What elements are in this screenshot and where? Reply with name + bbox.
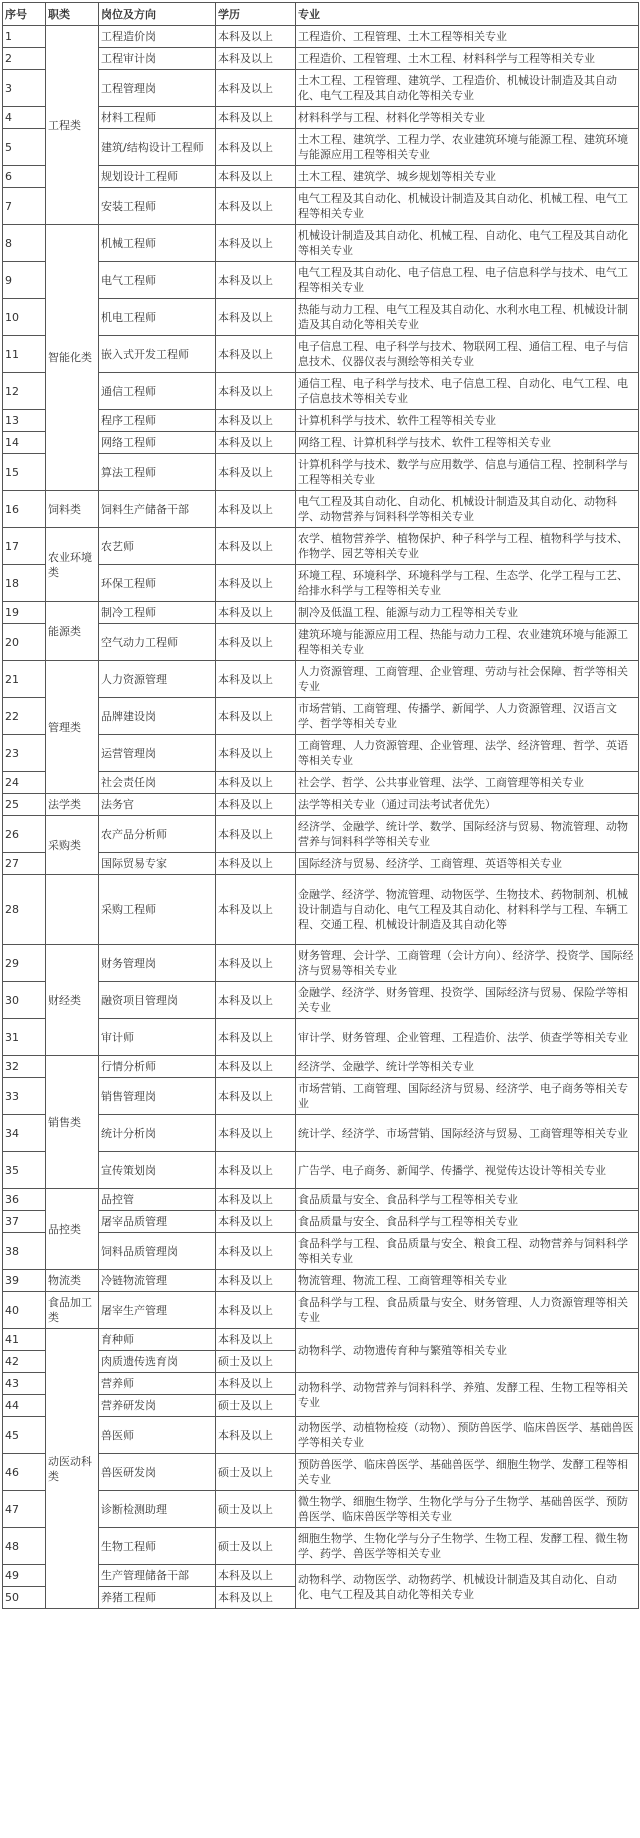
row-number: 45 [3,1417,46,1454]
major-cell: 金融学、经济学、物流管理、动物医学、生物技术、药物制剂、机械设计制造与自动化、电气工程及其自动化、材料科学与工程、车辆工程、交通工程、机械设计制造及其自动化等 [296,875,639,945]
major-cell: 工程造价、工程管理、土木工程、材料科学与工程等相关专业 [296,48,639,70]
major-cell: 物流管理、物流工程、工商管理等相关专业 [296,1270,639,1292]
table-row [3,528,639,565]
table-row [3,853,639,875]
category-cell: 物流类 [46,1270,99,1292]
table-row [3,410,639,432]
header-position: 岗位及方向 [99,3,216,26]
row-number: 46 [3,1454,46,1491]
row-number: 8 [3,225,46,262]
education-cell: 硕士及以上 [216,1528,296,1565]
row-number: 30 [3,982,46,1019]
row-number: 47 [3,1491,46,1528]
position-cell: 社会责任岗 [99,772,216,794]
position-cell: 审计师 [99,1019,216,1056]
row-number: 2 [3,48,46,70]
row-number: 38 [3,1233,46,1270]
table-row [3,432,639,454]
education-cell: 本科及以上 [216,1056,296,1078]
table-body [3,26,639,1609]
row-number: 12 [3,373,46,410]
education-cell: 本科及以上 [216,1078,296,1115]
education-cell: 本科及以上 [216,129,296,166]
row-number: 37 [3,1211,46,1233]
major-cell: 人力资源管理、工商管理、企业管理、劳动与社会保障、哲学等相关专业 [296,661,639,698]
major-cell: 网络工程、计算机科学与技术、软件工程等相关专业 [296,432,639,454]
table-row [3,1270,639,1292]
table-row [3,1078,639,1115]
major-cell: 统计学、经济学、市场营销、国际经济与贸易、工商管理等相关专业 [296,1115,639,1152]
row-number: 26 [3,816,46,853]
education-cell: 本科及以上 [216,875,296,945]
table-row [3,336,639,373]
header-category: 职类 [46,3,99,26]
major-cell: 制冷及低温工程、能源与动力工程等相关专业 [296,602,639,624]
education-cell: 本科及以上 [216,528,296,565]
education-cell: 硕士及以上 [216,1454,296,1491]
row-number: 25 [3,794,46,816]
table-row [3,875,639,945]
education-cell: 本科及以上 [216,491,296,528]
row-number: 13 [3,410,46,432]
table-row [3,491,639,528]
position-cell: 统计分析岗 [99,1115,216,1152]
education-cell: 硕士及以上 [216,1491,296,1528]
category-cell: 品控类 [46,1189,99,1270]
category-cell: 智能化类 [46,225,99,491]
education-cell: 本科及以上 [216,26,296,48]
education-cell: 本科及以上 [216,1270,296,1292]
major-cell: 金融学、经济学、财务管理、投资学、国际经济与贸易、保险学等相关专业 [296,982,639,1019]
education-cell: 本科及以上 [216,1329,296,1351]
education-cell: 本科及以上 [216,166,296,188]
category-cell: 财经类 [46,945,99,1056]
table-row [3,816,639,853]
major-cell: 通信工程、电子科学与技术、电子信息工程、自动化、电气工程、电子信息技术等相关专业 [296,373,639,410]
row-number: 11 [3,336,46,373]
table-row [3,602,639,624]
education-cell: 本科及以上 [216,661,296,698]
major-cell: 食品科学与工程、食品质量与安全、粮食工程、动物营养与饲料科学等相关专业 [296,1233,639,1270]
education-cell: 本科及以上 [216,982,296,1019]
row-number: 22 [3,698,46,735]
row-number: 21 [3,661,46,698]
major-cell: 机械设计制造及其自动化、机械工程、自动化、电气工程及其自动化等相关专业 [296,225,639,262]
position-cell: 材料工程师 [99,107,216,129]
row-number: 43 [3,1373,46,1395]
table-row [3,772,639,794]
education-cell: 本科及以上 [216,794,296,816]
education-cell: 本科及以上 [216,1292,296,1329]
position-cell: 规划设计工程师 [99,166,216,188]
position-cell: 法务官 [99,794,216,816]
table-row [3,1233,639,1270]
major-cell: 食品科学与工程、食品质量与安全、财务管理、人力资源管理等相关专业 [296,1292,639,1329]
education-cell: 本科及以上 [216,107,296,129]
table-row [3,1329,639,1351]
position-cell: 程序工程师 [99,410,216,432]
category-cell: 动医动科类 [46,1329,99,1609]
education-cell: 本科及以上 [216,1189,296,1211]
position-cell: 运营管理岗 [99,735,216,772]
position-cell: 兽医研发岗 [99,1454,216,1491]
major-cell: 经济学、金融学、统计学、数学、国际经济与贸易、物流管理、动物营养与饲料科学等相关专业 [296,816,639,853]
position-cell: 营养师 [99,1373,216,1395]
table-row [3,982,639,1019]
major-cell: 动物医学、动植物检疫（动物）、预防兽医学、临床兽医学、基础兽医学等相关专业 [296,1417,639,1454]
position-cell: 工程造价岗 [99,26,216,48]
education-cell: 本科及以上 [216,853,296,875]
table-row [3,624,639,661]
row-number: 28 [3,875,46,945]
row-number: 27 [3,853,46,875]
row-number: 20 [3,624,46,661]
major-cell: 市场营销、工商管理、国际经济与贸易、经济学、电子商务等相关专业 [296,1078,639,1115]
row-number: 19 [3,602,46,624]
major-cell: 工程造价、工程管理、土木工程等相关专业 [296,26,639,48]
position-cell: 电气工程师 [99,262,216,299]
education-cell: 本科及以上 [216,945,296,982]
education-cell: 本科及以上 [216,1211,296,1233]
position-cell: 行情分析师 [99,1056,216,1078]
education-cell: 本科及以上 [216,299,296,336]
table-row [3,1152,639,1189]
major-cell: 土木工程、建筑学、工程力学、农业建筑环境与能源工程、建筑环境与能源应用工程等相关专业 [296,129,639,166]
major-cell: 工商管理、人力资源管理、企业管理、法学、经济管理、哲学、英语等相关专业 [296,735,639,772]
major-cell: 动物科学、动物医学、动物药学、机械设计制造及其自动化、自动化、电气工程及其自动化等相关专业 [296,1565,639,1609]
row-number: 32 [3,1056,46,1078]
table-row [3,1454,639,1491]
position-cell: 嵌入式开发工程师 [99,336,216,373]
education-cell: 本科及以上 [216,410,296,432]
position-cell: 国际贸易专家 [99,853,216,875]
row-number: 9 [3,262,46,299]
row-number: 39 [3,1270,46,1292]
table-row [3,661,639,698]
table-row [3,1292,639,1329]
major-cell: 财务管理、会计学、工商管理（会计方向）、经济学、投资学、国际经济与贸易等相关专业 [296,945,639,982]
position-cell: 诊断检测助理 [99,1491,216,1528]
row-number: 23 [3,735,46,772]
table-row [3,107,639,129]
education-cell: 本科及以上 [216,735,296,772]
education-cell: 本科及以上 [216,1565,296,1587]
header-row [3,3,639,26]
row-number: 5 [3,129,46,166]
table-row [3,299,639,336]
position-cell: 屠宰生产管理 [99,1292,216,1329]
major-cell: 社会学、哲学、公共事业管理、法学、工商管理等相关专业 [296,772,639,794]
table-row [3,373,639,410]
education-cell: 本科及以上 [216,816,296,853]
category-cell: 农业环境类 [46,528,99,602]
position-cell: 品牌建设岗 [99,698,216,735]
education-cell: 本科及以上 [216,1587,296,1609]
row-number: 3 [3,70,46,107]
position-cell: 网络工程师 [99,432,216,454]
education-cell: 本科及以上 [216,262,296,299]
table-row [3,48,639,70]
position-cell: 采购工程师 [99,875,216,945]
recruitment-table [2,2,639,1609]
category-cell: 管理类 [46,661,99,794]
major-cell: 材料科学与工程、材料化学等相关专业 [296,107,639,129]
category-cell: 法学类 [46,794,99,816]
major-cell: 计算机科学与技术、数学与应用数学、信息与通信工程、控制科学与工程等相关专业 [296,454,639,491]
major-cell: 环境工程、环境科学、环境科学与工程、生态学、化学工程与工艺、给排水科学与工程等相关专业 [296,565,639,602]
education-cell: 本科及以上 [216,70,296,107]
category-cell: 工程类 [46,26,99,225]
position-cell: 销售管理岗 [99,1078,216,1115]
major-cell: 广告学、电子商务、新闻学、传播学、视觉传达设计等相关专业 [296,1152,639,1189]
row-number: 49 [3,1565,46,1587]
header-seq: 序号 [3,3,46,26]
position-cell: 机械工程师 [99,225,216,262]
table-row [3,262,639,299]
education-cell: 本科及以上 [216,698,296,735]
education-cell: 本科及以上 [216,225,296,262]
position-cell: 宣传策划岗 [99,1152,216,1189]
position-cell: 通信工程师 [99,373,216,410]
major-cell: 细胞生物学、生物化学与分子生物学、生物工程、发酵工程、微生物学、药学、兽医学等相关专业 [296,1528,639,1565]
education-cell: 本科及以上 [216,772,296,794]
row-number: 50 [3,1587,46,1609]
category-cell: 能源类 [46,602,99,661]
major-cell: 动物科学、动物营养与饲料科学、养殖、发酵工程、生物工程等相关专业 [296,1373,639,1417]
major-cell: 热能与动力工程、电气工程及其自动化、水利水电工程、机械设计制造及其自动化等相关专业 [296,299,639,336]
major-cell: 法学等相关专业（通过司法考试者优先） [296,794,639,816]
position-cell: 兽医师 [99,1417,216,1454]
row-number: 24 [3,772,46,794]
major-cell: 市场营销、工商管理、传播学、新闻学、人力资源管理、汉语言文学、哲学等相关专业 [296,698,639,735]
row-number: 14 [3,432,46,454]
position-cell: 育种师 [99,1329,216,1351]
row-number: 33 [3,1078,46,1115]
table-row [3,225,639,262]
position-cell: 建筑/结构设计工程师 [99,129,216,166]
major-cell: 预防兽医学、临床兽医学、基础兽医学、细胞生物学、发酵工程等相关专业 [296,1454,639,1491]
table-row [3,70,639,107]
category-cell: 采购类 [46,816,99,875]
row-number: 4 [3,107,46,129]
table-row [3,454,639,491]
table-row [3,945,639,982]
major-cell: 农学、植物营养学、植物保护、种子科学与工程、植物科学与技术、作物学、园艺等相关专业 [296,528,639,565]
position-cell: 肉质遗传选育岗 [99,1351,216,1373]
major-cell: 计算机科学与技术、软件工程等相关专业 [296,410,639,432]
education-cell: 本科及以上 [216,1019,296,1056]
category-cell: 饲料类 [46,491,99,528]
education-cell: 本科及以上 [216,1152,296,1189]
table-row [3,166,639,188]
position-cell: 品控管 [99,1189,216,1211]
row-number: 31 [3,1019,46,1056]
category-cell: 食品加工类 [46,1292,99,1329]
position-cell: 工程管理岗 [99,70,216,107]
position-cell: 算法工程师 [99,454,216,491]
major-cell: 食品质量与安全、食品科学与工程等相关专业 [296,1189,639,1211]
row-number: 7 [3,188,46,225]
table-row [3,188,639,225]
category-cell [46,875,99,945]
table-row [3,565,639,602]
major-cell: 电气工程及其自动化、自动化、机械设计制造及其自动化、动物科学、动物营养与饲料科学等相关专业 [296,491,639,528]
education-cell: 本科及以上 [216,48,296,70]
row-number: 35 [3,1152,46,1189]
position-cell: 环保工程师 [99,565,216,602]
education-cell: 本科及以上 [216,1417,296,1454]
table-row [3,698,639,735]
education-cell: 本科及以上 [216,188,296,225]
table-row [3,1565,639,1587]
major-cell: 审计学、财务管理、企业管理、工程造价、法学、侦查学等相关专业 [296,1019,639,1056]
major-cell: 电气工程及其自动化、机械设计制造及其自动化、机械工程、电气工程等相关专业 [296,188,639,225]
table-row [3,1528,639,1565]
header-education: 学历 [216,3,296,26]
row-number: 48 [3,1528,46,1565]
row-number: 17 [3,528,46,565]
position-cell: 人力资源管理 [99,661,216,698]
major-cell: 电子信息工程、电子科学与技术、物联网工程、通信工程、电子与信息技术、仪器仪表与测绘等相关专业 [296,336,639,373]
major-cell: 电气工程及其自动化、电子信息工程、电子信息科学与技术、电气工程等相关专业 [296,262,639,299]
row-number: 15 [3,454,46,491]
table-row [3,735,639,772]
position-cell: 屠宰品质管理 [99,1211,216,1233]
position-cell: 融资项目管理岗 [99,982,216,1019]
education-cell: 本科及以上 [216,1373,296,1395]
position-cell: 生产管理储备干部 [99,1565,216,1587]
position-cell: 饲料生产储备干部 [99,491,216,528]
major-cell: 土木工程、工程管理、建筑学、工程造价、机械设计制造及其自动化、电气工程及其自动化等相关专业 [296,70,639,107]
table-row [3,1056,639,1078]
table-row [3,1211,639,1233]
position-cell: 冷链物流管理 [99,1270,216,1292]
category-cell: 销售类 [46,1056,99,1189]
row-number: 42 [3,1351,46,1373]
position-cell: 安装工程师 [99,188,216,225]
major-cell: 食品质量与安全、食品科学与工程等相关专业 [296,1211,639,1233]
position-cell: 制冷工程师 [99,602,216,624]
education-cell: 本科及以上 [216,624,296,661]
education-cell: 硕士及以上 [216,1395,296,1417]
row-number: 44 [3,1395,46,1417]
position-cell: 养猪工程师 [99,1587,216,1609]
row-number: 6 [3,166,46,188]
education-cell: 本科及以上 [216,1233,296,1270]
table-row [3,1491,639,1528]
row-number: 18 [3,565,46,602]
position-cell: 工程审计岗 [99,48,216,70]
position-cell: 机电工程师 [99,299,216,336]
row-number: 29 [3,945,46,982]
table-row [3,1417,639,1454]
position-cell: 生物工程师 [99,1528,216,1565]
table-row [3,26,639,48]
position-cell: 财务管理岗 [99,945,216,982]
major-cell: 国际经济与贸易、经济学、工商管理、英语等相关专业 [296,853,639,875]
table-row [3,1019,639,1056]
education-cell: 本科及以上 [216,432,296,454]
row-number: 40 [3,1292,46,1329]
position-cell: 营养研发岗 [99,1395,216,1417]
education-cell: 本科及以上 [216,454,296,491]
position-cell: 农产品分析师 [99,816,216,853]
table-row [3,1373,639,1395]
education-cell: 本科及以上 [216,336,296,373]
row-number: 36 [3,1189,46,1211]
major-cell: 土木工程、建筑学、城乡规划等相关专业 [296,166,639,188]
row-number: 34 [3,1115,46,1152]
table-row [3,129,639,166]
major-cell: 建筑环境与能源应用工程、热能与动力工程、农业建筑环境与能源工程等相关专业 [296,624,639,661]
education-cell: 硕士及以上 [216,1351,296,1373]
major-cell: 动物科学、动物遗传育种与繁殖等相关专业 [296,1329,639,1373]
row-number: 16 [3,491,46,528]
education-cell: 本科及以上 [216,373,296,410]
major-cell: 经济学、金融学、统计学等相关专业 [296,1056,639,1078]
education-cell: 本科及以上 [216,1115,296,1152]
table-row [3,794,639,816]
row-number: 41 [3,1329,46,1351]
row-number: 1 [3,26,46,48]
position-cell: 农艺师 [99,528,216,565]
table-row [3,1189,639,1211]
major-cell: 微生物学、细胞生物学、生物化学与分子生物学、基础兽医学、预防兽医学、临床兽医学等相关专业 [296,1491,639,1528]
header-major: 专业 [296,3,639,26]
education-cell: 本科及以上 [216,565,296,602]
education-cell: 本科及以上 [216,602,296,624]
table-row [3,1115,639,1152]
position-cell: 空气动力工程师 [99,624,216,661]
position-cell: 饲料品质管理岗 [99,1233,216,1270]
row-number: 10 [3,299,46,336]
